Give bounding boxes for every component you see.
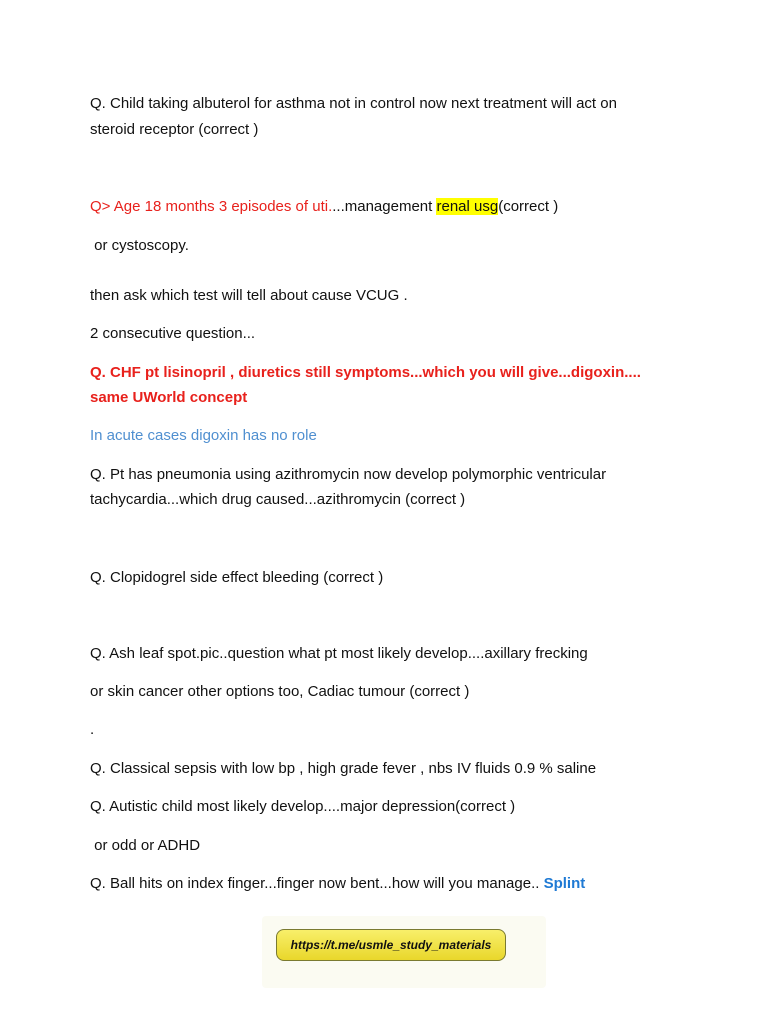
q-chf-line2: same UWorld concept [90,389,248,406]
q-uti-line [90,195,708,219]
q-uti-mid-text: ...management [332,198,437,215]
q-pneumonia-line2: tachycardia...which drug caused...azithromycin (correct ) [90,491,466,508]
q-albuterol-line2: steroid receptor (correct ) [90,121,259,138]
q-uti-alt-line: or cystoscopy. [90,237,189,254]
q-sepsis-line: Q. Classical sepsis with low bp , high grade fever , nbs IV fluids 0.9 % saline [90,760,597,777]
q-clopidogrel-line: Q. Clopidogrel side effect bleeding (correct ) [90,569,384,586]
q-uti-end-text: (correct ) [498,198,559,215]
telegram-link-button[interactable]: https://t.me/usmle_study_materials [276,929,506,961]
digoxin-note-line: In acute cases digoxin has no role [90,427,317,444]
q-chf-line1: Q. CHF pt lisinopril , diuretics still symptoms...which you will give...digoxin.... [90,364,641,381]
q-ashleaf-line1: Q. Ash leaf spot.pic..question what pt most likely develop....axillary frecking [90,645,588,662]
q-albuterol-line1: Q. Child taking albuterol for asthma not in control now next treatment will act on [90,95,617,112]
q-uti-red-text: Q> Age 18 months 3 episodes of uti. [90,198,333,215]
vcug-line: then ask which test will tell about cause VCUG . [90,287,408,304]
q-finger-main-text: Q. Ball hits on index finger...finger now bent...how will you manage.. [90,875,544,892]
q-finger-line [90,872,708,896]
q-autistic-line: Q. Autistic child most likely develop....major depression(correct ) [90,798,516,815]
q-uti-highlight-text: renal usg [436,198,499,215]
dot-line: . [90,721,95,738]
q-autistic-alt-line: or odd or ADHD [90,837,201,854]
q-pneumonia-line1: Q. Pt has pneumonia using azithromycin now develop polymorphic ventricular [90,466,607,483]
q-finger-splint-text: Splint [543,875,586,892]
consecutive-line: 2 consecutive question... [90,325,256,342]
q-ashleaf-line2: or skin cancer other options too, Cadiac tumour (correct ) [90,683,470,700]
footer-banner [262,916,546,988]
